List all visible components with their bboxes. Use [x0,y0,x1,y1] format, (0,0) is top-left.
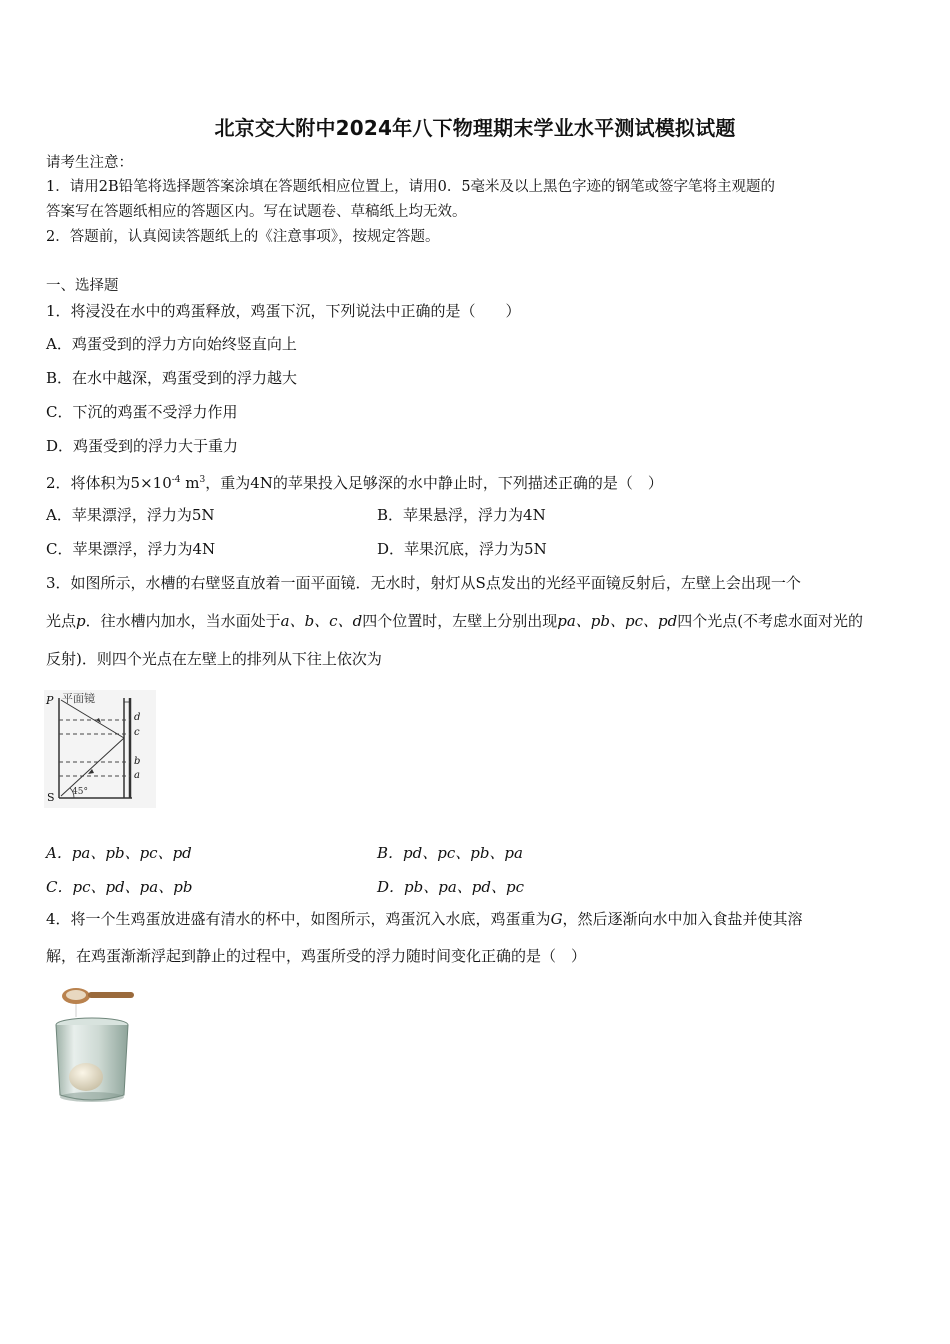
question-3-line-1: 3．如图所示，水槽的右壁竖直放着一面平面镜．无水时，射灯从S点发出的光经平面镜反射后，左壁上会出现一个 [46,574,801,592]
level-a-label: a [134,770,140,781]
question-3-option-b: B．pd、pc、pb、pa [377,844,523,862]
question-3-option-a: A．pa、pb、pc、pd [46,844,192,862]
question-1-option-d: D．鸡蛋受到的浮力大于重力 [46,437,239,455]
level-c-label: c [134,727,140,738]
question-1-option-b: B．在水中越深，鸡蛋受到的浮力越大 [46,369,298,387]
question-3-option-d: D．pb、pa、pd、pc [377,878,524,896]
question-3-line-2: 光点p．往水槽内加水，当水面处于a、b、c、d四个位置时，左壁上分别出现pa、pb、pc、pd四个光点(不考虑水面对光的 [46,612,864,630]
page-title: 北京交大附中2024年八下物理期末学业水平测试模拟试题 [214,116,736,140]
notice-heading: 请考生注意： [46,155,133,171]
notice-item-1-line-1: 1．请用2B铅笔将选择题答案涂填在答题纸相应位置上，请用0．5毫米及以上黑色字迹的钢笔或签字笔将主观题的 [46,179,776,195]
question-2-stem: 2．将体积为$5\times 10^{-4}$ $m^3$，重为4N的苹果投入足够深的水中静止时，下列描述正确的是（ ） [46,474,663,492]
question-2-option-c: C．苹果漂浮，浮力为4N [46,540,216,558]
point-p-label: P [46,694,54,707]
question-4-line-2: 解，在鸡蛋渐渐浮起到静止的过程中，鸡蛋所受的浮力随时间变化正确的是（ ） [46,947,587,965]
question-2-option-a: A．苹果漂浮，浮力为5N [46,506,215,524]
question-1-stem: 1．将浸没在水中的鸡蛋释放，鸡蛋下沉，下列说法中正确的是（ ） [46,302,521,320]
question-2-option-d: D．苹果沉底，浮力为5N [377,540,547,558]
section-heading: 一、选择题 [46,278,119,294]
water-tank-mirror-figure [44,690,156,808]
mirror-label: 平面镜 [62,692,95,705]
question-1-option-c: C．下沉的鸡蛋不受浮力作用 [46,403,238,421]
egg-in-glass-figure [46,983,142,1107]
angle-label: 45° [72,787,88,797]
question-4-line-1: 4．将一个生鸡蛋放进盛有清水的杯中，如图所示，鸡蛋沉入水底，鸡蛋重为G，然后逐渐向水中加入食盐并使其溶 [46,910,803,928]
point-s-label: S [47,791,55,804]
question-1-option-a: A．鸡蛋受到的浮力方向始终竖直向上 [46,335,297,353]
question-3-option-c: C．pc、pd、pa、pb [46,878,193,896]
notice-item-2: 2．答题前，认真阅读答题纸上的《注意事项》，按规定答题。 [46,229,440,245]
notice-item-1-line-2: 答案写在答题纸相应的答题区内。写在试题卷、草稿纸上均无效。 [46,204,467,220]
level-d-label: d [134,712,141,723]
question-2-option-b: B．苹果悬浮，浮力为4N [377,506,546,524]
level-b-label: b [134,756,141,767]
question-3-line-3: 反射)．则四个光点在左壁上的排列从下往上依次为 [46,650,382,668]
